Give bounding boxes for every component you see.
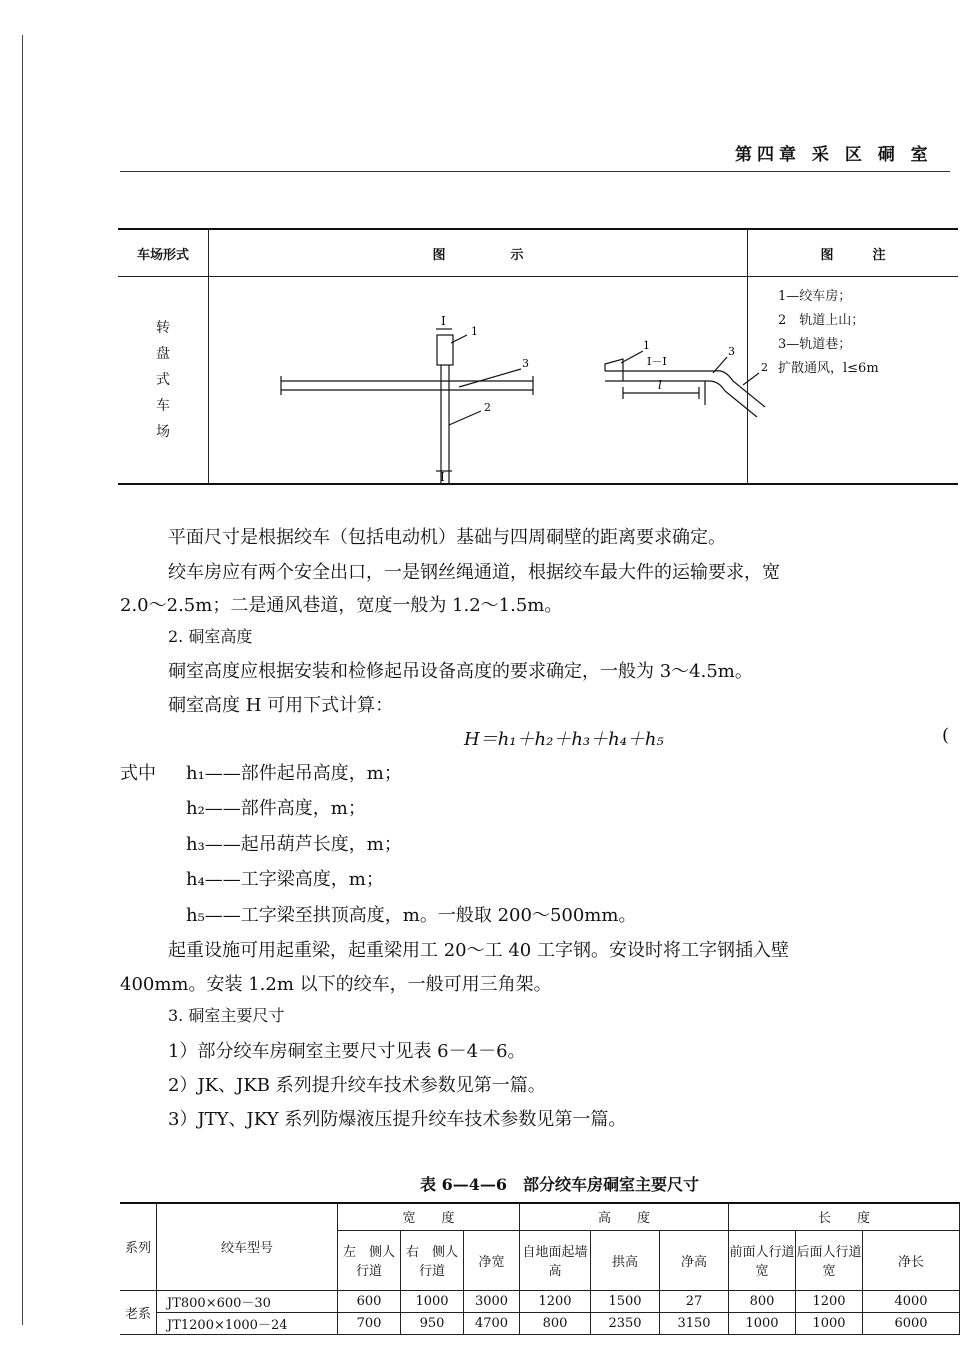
variable-def: h₁——部件起吊高度，m； <box>186 763 402 784</box>
list-item: 3）JTY、JKY 系列防爆液压提升绞车技术参数见第一篇。 <box>168 1109 627 1130</box>
section-heading: 3. 硐室主要尺寸 <box>168 1006 285 1025</box>
section-label-1: 1 <box>643 339 650 352</box>
subheader: 净宽 <box>464 1230 520 1290</box>
formula: H＝h₁＋h₂＋h₃＋h₄＋h₅ <box>464 729 664 750</box>
paragraph: 2.0～2.5m；二是通风巷道，宽度一般为 1.2～1.5m。 <box>120 595 563 616</box>
col-header-type: 车场形式 <box>118 229 209 277</box>
paragraph: 平面尺寸是根据绞车（包括电动机）基础与四周硐壁的距离要求确定。 <box>168 527 726 548</box>
figure-cell <box>209 277 768 485</box>
section-mark-top: I <box>441 314 446 328</box>
subheader: 净高 <box>660 1230 729 1290</box>
list-item: 1）部分绞车房硐室主要尺寸见表 6－4－6。 <box>168 1041 526 1062</box>
paragraph: 绞车房应有两个安全出口，一是钢丝绳通道，根据绞车最大件的运输要求，宽 <box>168 562 780 583</box>
subheader: 左 侧人行道 <box>338 1230 401 1290</box>
subheader: 拱高 <box>591 1230 660 1290</box>
header-model: 绞车型号 <box>157 1203 338 1290</box>
header-rule <box>120 171 950 172</box>
table-row: 老系 JT800×600－30 600 1000 3000 1200 1500 27 800 1200 4000 <box>120 1290 960 1312</box>
row-label: 转 盘 式 车 场 <box>118 277 209 485</box>
formula-number: ( <box>942 725 950 746</box>
where-label: 式中 <box>120 763 156 784</box>
note-item: 3—轨道巷； <box>778 337 852 352</box>
variable-def: h₄——工字梁高度，m； <box>186 869 384 890</box>
header-height: 高 度 <box>520 1203 729 1230</box>
variable-def: h₃——起吊葫芦长度，m； <box>186 834 402 855</box>
variable-def: h₅——工字梁至拱顶高度，m。一般取 200～500mm。 <box>186 905 637 926</box>
plan-label-2: 2 <box>484 401 491 414</box>
notes-cell <box>748 277 959 485</box>
paragraph: 400mm。安装 1.2m 以下的绞车，一般可用三角架。 <box>120 974 552 995</box>
table-row: JT1200×1000－24 700 950 4700 800 2350 3150 1000 1000 6000 <box>120 1312 960 1334</box>
subheader: 前面人行道宽 <box>729 1230 796 1290</box>
section-mark-bottom: I <box>440 470 445 484</box>
subheader: 净长 <box>863 1230 960 1290</box>
length-label: l <box>658 378 662 392</box>
variable-def: h₂——部件高度，m； <box>186 798 366 819</box>
section-label-2: 2 <box>761 361 768 374</box>
figure-table <box>118 228 958 485</box>
note-item: 2 轨道上山； <box>778 313 865 328</box>
page-gutter-line <box>22 35 23 1325</box>
note-item: 扩散通风，l≤6m <box>778 361 879 376</box>
table-caption: 表 6—4—6 部分绞车房硐室主要尺寸 <box>420 1175 699 1194</box>
section-heading: 2. 硐室高度 <box>168 627 253 646</box>
col-header-figure: 图 示 <box>209 229 748 277</box>
plan-label-3: 3 <box>522 357 529 370</box>
header-series: 系列 <box>120 1203 157 1290</box>
turntable-diagram <box>209 277 768 484</box>
section-title: I－I <box>647 355 667 368</box>
dimensions-table <box>120 1202 960 1335</box>
subheader: 右 侧人行道 <box>401 1230 464 1290</box>
col-header-notes: 图 注 <box>748 229 959 277</box>
paragraph: 起重设施可用起重梁，起重梁用工 20～工 40 工字钢。安设时将工字钢插入壁 <box>168 940 789 961</box>
subheader: 自地面起墙高 <box>520 1230 591 1290</box>
paragraph: 硐室高度 H 可用下式计算： <box>168 695 394 716</box>
plan-label-1: 1 <box>471 325 478 338</box>
chapter-header: 第四章 采 区 硐 室 <box>735 145 933 165</box>
note-item: 1—绞车房； <box>778 289 852 304</box>
paragraph: 硐室高度应根据安装和检修起吊设备高度的要求确定，一般为 3～4.5m。 <box>168 661 753 682</box>
subheader: 后面人行道宽 <box>796 1230 863 1290</box>
list-item: 2）JK、JKB 系列提升绞车技术参数见第一篇。 <box>168 1075 546 1096</box>
header-length: 长 度 <box>729 1203 960 1230</box>
series-cell: 老系 <box>120 1290 157 1334</box>
section-label-3: 3 <box>728 345 735 358</box>
header-width: 宽 度 <box>338 1203 520 1230</box>
